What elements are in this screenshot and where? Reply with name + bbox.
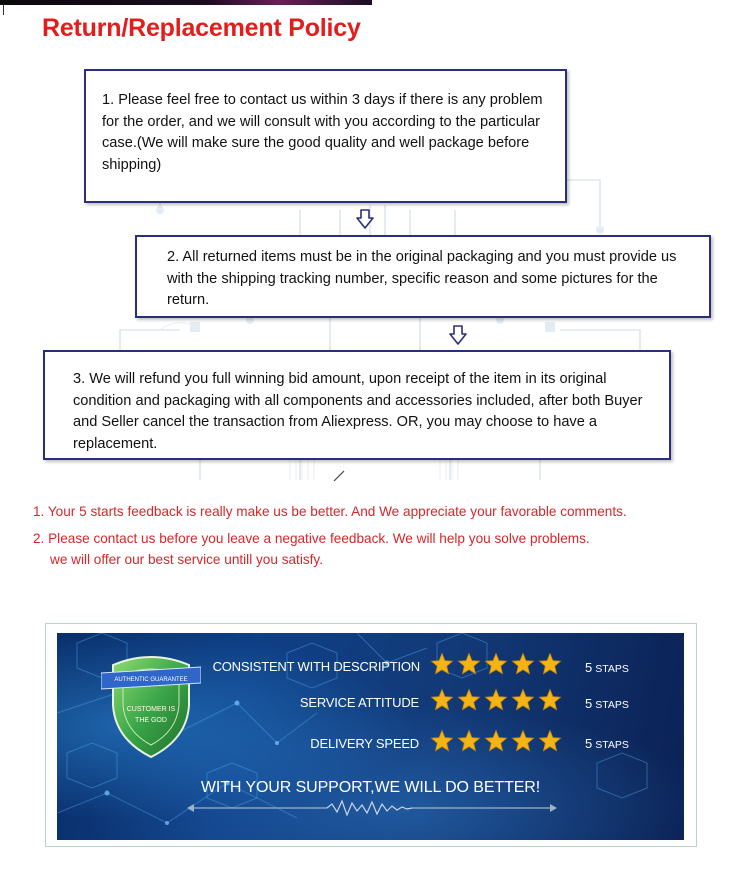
shield-text-line-2: THE GOD xyxy=(135,717,167,724)
star-icon xyxy=(484,729,508,753)
rating-unit: STAPS xyxy=(595,739,629,751)
rating-stars-delivery xyxy=(430,729,565,753)
rating-stars-service xyxy=(430,688,565,712)
down-arrow-icon xyxy=(449,325,467,345)
policy-step-1-text: 1. Please feel free to contact us within 3 days if there is any problem for the order, and we will consult with you according to the particular case.(We will make sure the good quality and well package before shipping) xyxy=(102,92,543,173)
star-icon xyxy=(430,652,454,676)
rating-number: 5 xyxy=(585,736,593,751)
star-icon xyxy=(511,729,535,753)
top-image-strip xyxy=(0,0,372,5)
star-icon xyxy=(538,652,562,676)
rating-unit: STAPS xyxy=(595,663,629,675)
shield-ribbon-text: AUTHENTIC GUARANTEE xyxy=(114,677,188,683)
banner-slogan: WITH YOUR SUPPORT,WE WILL DO BETTER! xyxy=(200,779,541,796)
policy-step-3-text: 3. We will refund you full winning bid amount, upon receipt of the item in its original condition and packaging with all components and accessories included, after both Buyer and Seller cancel the transaction from Aliexpress. OR, you may choose to have a replacement. xyxy=(73,371,643,452)
policy-step-2 xyxy=(135,235,711,318)
rating-label-delivery: DELIVERY SPEED xyxy=(310,736,419,751)
rating-label-service: SERVICE ATTITUDE xyxy=(299,695,419,710)
policy-step-1 xyxy=(84,69,567,203)
star-icon xyxy=(511,652,535,676)
shield-icon xyxy=(101,647,201,759)
star-icon xyxy=(430,729,454,753)
rating-number: 5 xyxy=(585,660,593,675)
rating-value-description xyxy=(585,660,629,675)
policy-step-2-text: 2. All returned items must be in the original packaging and you must provide us with the shipping tracking number, specific reason and some pictures for the return. xyxy=(167,249,677,308)
feedback-note-2: 2. Please contact us before you leave a negative feedback. We will help you solve problems. xyxy=(33,531,590,546)
star-icon xyxy=(457,688,481,712)
slash-mark xyxy=(332,468,346,482)
rating-banner xyxy=(57,633,684,840)
star-icon xyxy=(511,688,535,712)
star-icon xyxy=(484,652,508,676)
rating-stars-description xyxy=(430,652,565,676)
page-title: Return/Replacement Policy xyxy=(42,14,361,42)
rating-unit: STAPS xyxy=(595,699,629,711)
rating-number: 5 xyxy=(585,696,593,711)
star-icon xyxy=(430,688,454,712)
rating-label-description: CONSISTENT WITH DESCRIPTION xyxy=(212,659,420,674)
star-icon xyxy=(457,652,481,676)
star-icon xyxy=(484,688,508,712)
star-icon xyxy=(538,688,562,712)
policy-step-3 xyxy=(43,350,671,460)
rating-value-service xyxy=(585,696,629,711)
shield-text-line-1: CUSTOMER IS xyxy=(126,706,176,713)
star-icon xyxy=(457,729,481,753)
feedback-note-3: we will offer our best service untill you satisfy. xyxy=(50,552,323,567)
down-arrow-icon xyxy=(356,209,374,229)
feedback-note-1: 1. Your 5 starts feedback is really make us be better. And We appreciate your favorable comments. xyxy=(33,504,627,519)
top-tick-mark xyxy=(3,5,4,15)
rating-value-delivery xyxy=(585,736,629,751)
star-icon xyxy=(538,729,562,753)
